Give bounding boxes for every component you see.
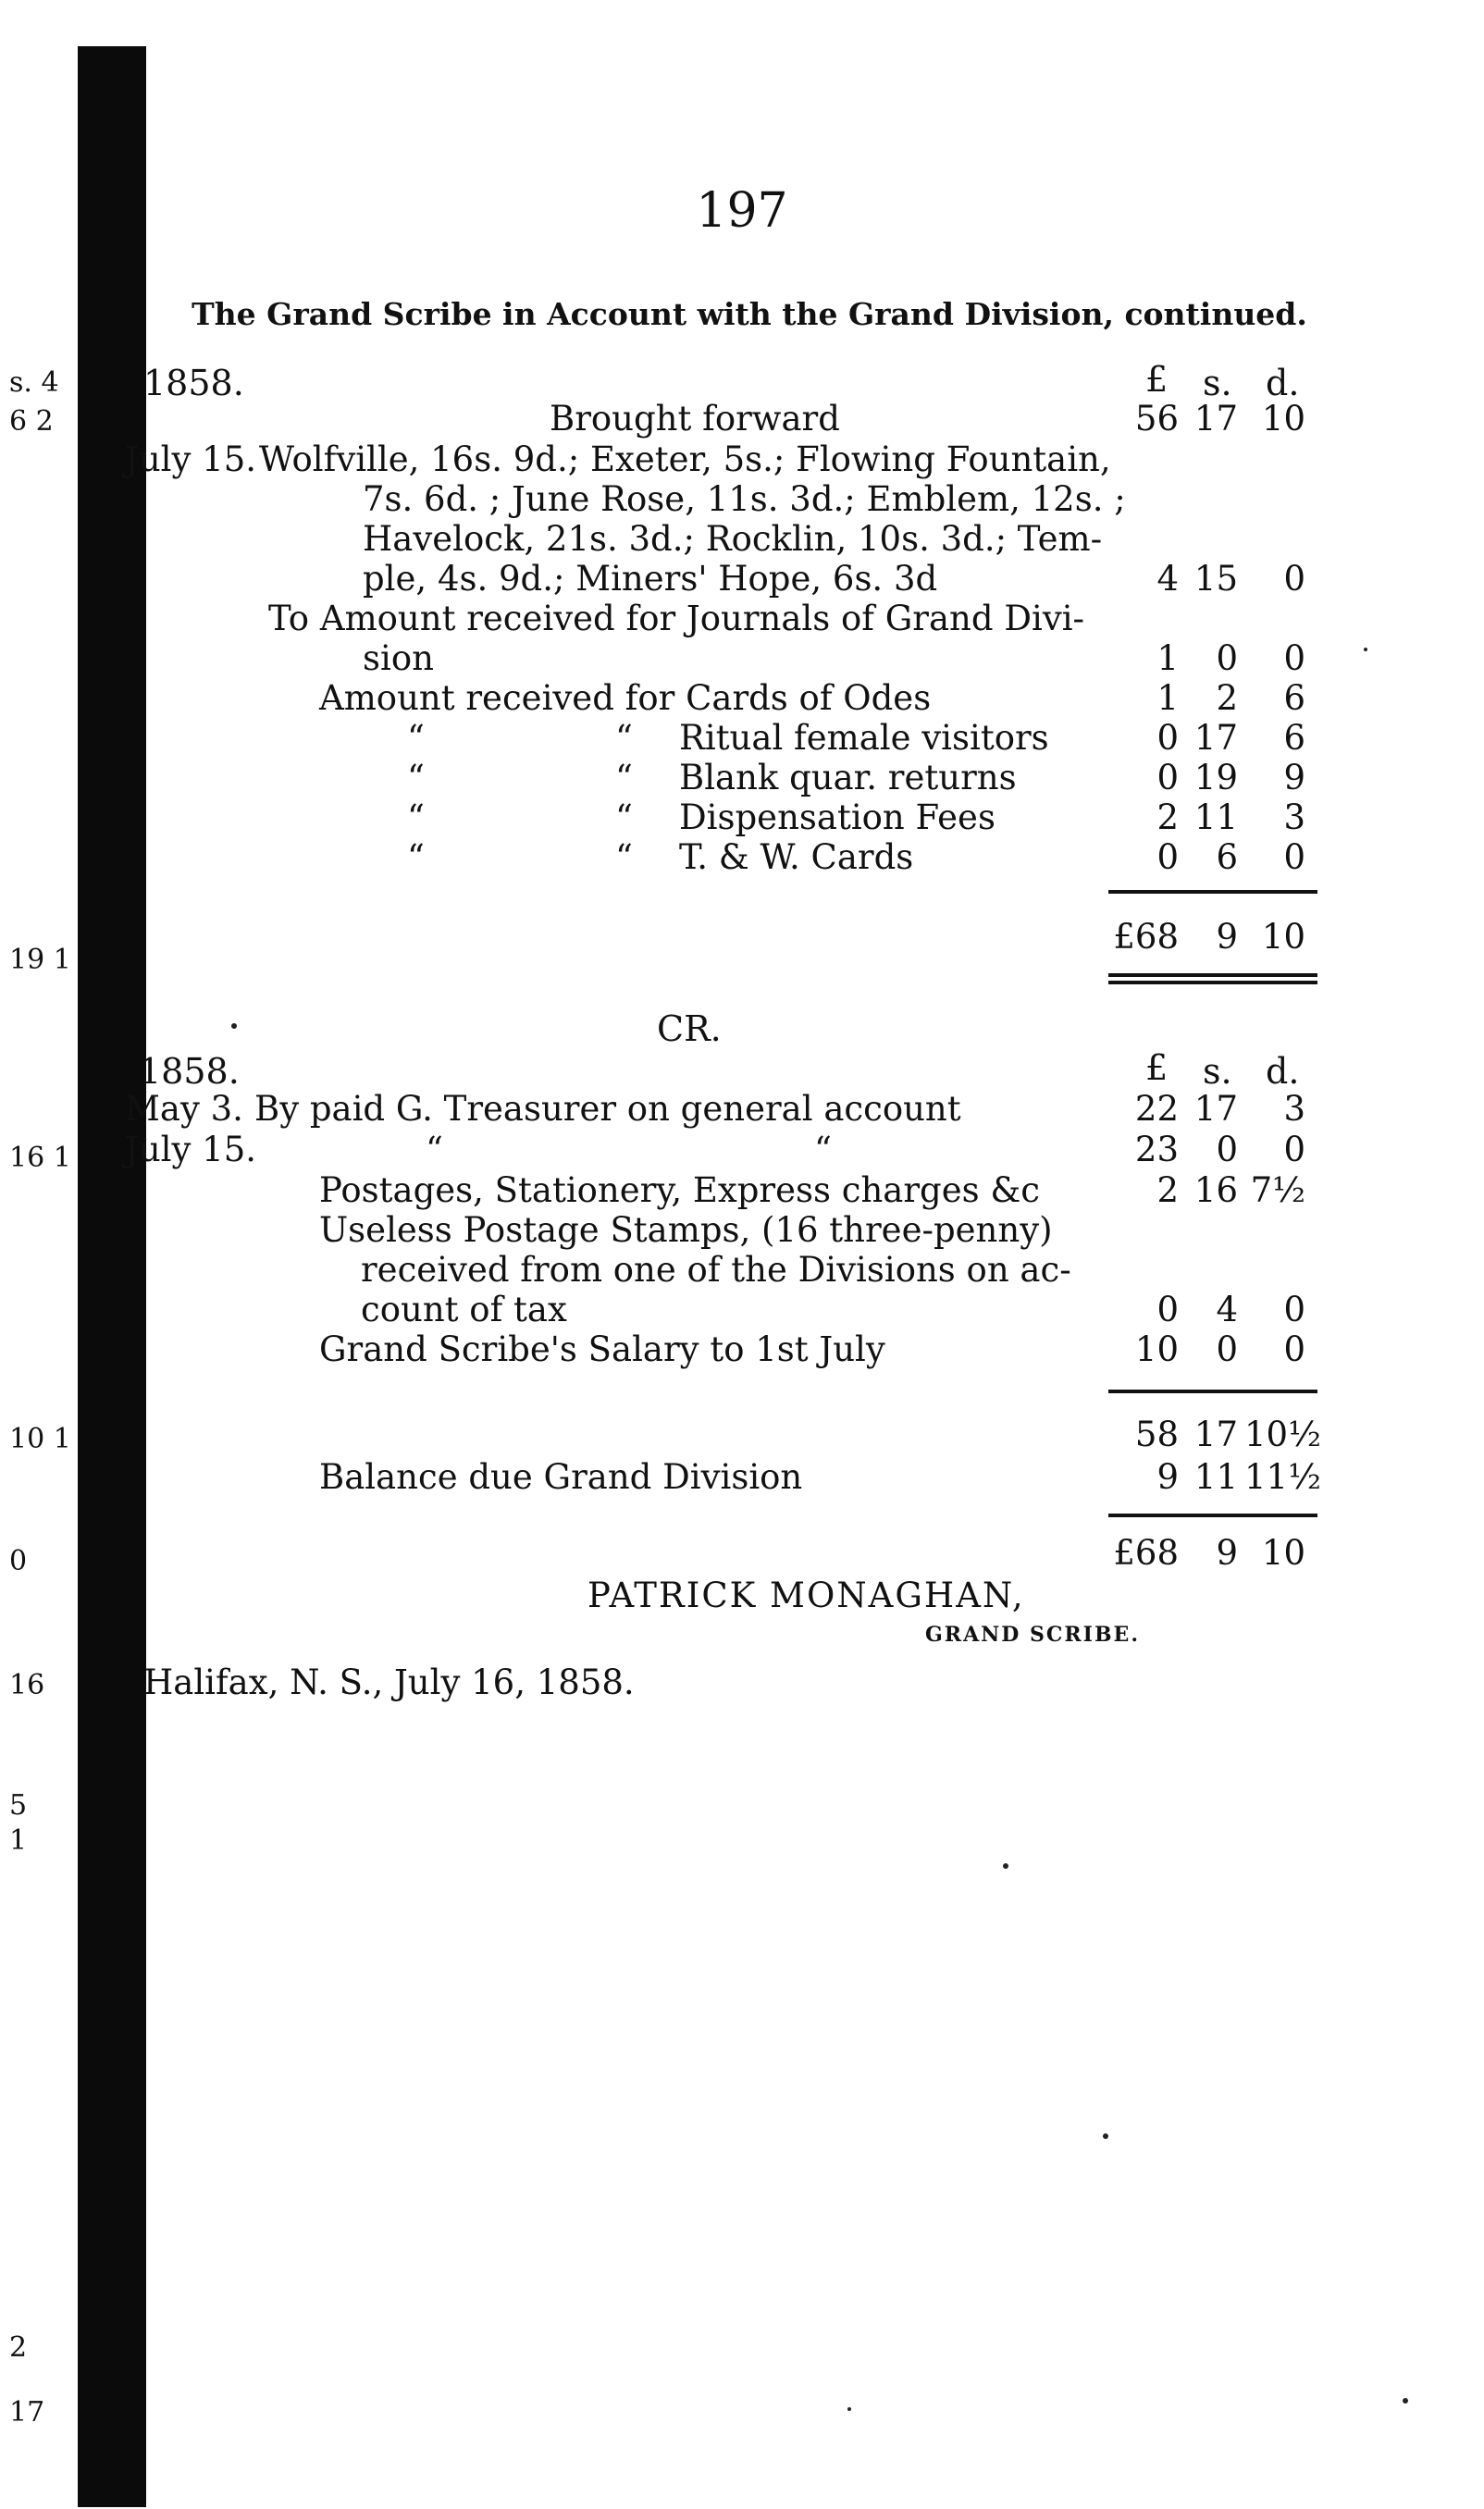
pence-column-header: d.	[1266, 363, 1300, 403]
pounds-value: 22	[1134, 1089, 1179, 1129]
subtotal-pence: 10½	[1244, 1415, 1321, 1454]
ditto-mark: “	[407, 758, 425, 797]
pence-value: 0	[1283, 1290, 1305, 1329]
pounds-value: 0	[1156, 758, 1179, 797]
year-label: 1858.	[143, 363, 244, 403]
pounds-value: 2	[1156, 797, 1179, 837]
print-speck	[1003, 1863, 1008, 1869]
binding-edge-shadow	[78, 46, 146, 2507]
total-shillings: 9	[1216, 1533, 1238, 1573]
ditto-mark: “	[615, 797, 633, 837]
pence-column-header: d.	[1266, 1051, 1300, 1092]
ledger-line: sion	[363, 638, 434, 678]
place-and-date: Halifax, N. S., July 16, 1858.	[143, 1662, 635, 1702]
balance-label: Balance due Grand Division	[319, 1457, 803, 1497]
shillings-value: 17	[1193, 399, 1238, 439]
ledger-line: By paid G. Treasurer on general account	[254, 1089, 961, 1129]
pence-value: 3	[1283, 797, 1305, 837]
ledger-line: count of tax	[361, 1290, 567, 1329]
total-pounds: £68	[1113, 917, 1179, 957]
balance-shillings: 11	[1193, 1457, 1238, 1497]
margin-fragment: 17	[9, 2396, 45, 2429]
ditto-mark: “	[407, 837, 425, 877]
shillings-value: 11	[1193, 797, 1238, 837]
pounds-value: 1	[1156, 678, 1179, 718]
ditto-mark: “	[615, 758, 633, 797]
shillings-value: 2	[1216, 678, 1238, 718]
shilling-column-header: s.	[1203, 363, 1232, 403]
pence-value: 0	[1283, 1329, 1305, 1369]
shillings-value: 6	[1216, 837, 1238, 877]
subtotal-shillings: 17	[1193, 1415, 1238, 1454]
pounds-value: 23	[1134, 1130, 1179, 1169]
print-speck	[1103, 2133, 1108, 2139]
shillings-value: 0	[1216, 1130, 1238, 1169]
ledger-line: To Amount received for Journals of Grand Divi-	[268, 599, 1085, 638]
margin-fragment: 2	[9, 2331, 28, 2364]
balance-pence: 11½	[1244, 1457, 1321, 1497]
ledger-line: Brought forward	[550, 399, 840, 439]
margin-fragment: 19 1	[9, 944, 71, 976]
credit-heading: CR.	[657, 1008, 722, 1049]
ledger-line: Dispensation Fees	[679, 797, 996, 837]
margin-fragment: 0	[9, 1545, 28, 1577]
ditto-mark: “	[814, 1130, 832, 1169]
shillings-value: 19	[1193, 758, 1238, 797]
subtotal-pounds: 58	[1134, 1415, 1179, 1454]
margin-fragment: 10 1	[9, 1423, 71, 1455]
total-pounds: £68	[1113, 1533, 1179, 1573]
margin-fragment: 6 2	[9, 405, 54, 438]
ledger-line: ple, 4s. 9d.; Miners' Hope, 6s. 3d	[363, 559, 938, 599]
pounds-value: 10	[1134, 1329, 1179, 1369]
pounds-value: 56	[1134, 399, 1179, 439]
sum-rule	[1108, 1390, 1317, 1393]
ledger-line: Blank quar. returns	[679, 758, 1017, 797]
print-speck	[847, 2407, 851, 2411]
shillings-value: 16	[1193, 1170, 1238, 1210]
print-speck	[231, 1023, 237, 1029]
pounds-value: 1	[1156, 638, 1179, 678]
total-double-rule	[1108, 973, 1317, 977]
ledger-line: Amount received for Cards of Odes	[319, 678, 932, 718]
ditto-mark: “	[407, 797, 425, 837]
pound-column-header: £	[1145, 359, 1169, 400]
margin-fragment: 5	[9, 1789, 28, 1822]
ditto-mark: “	[615, 718, 633, 758]
ledger-line: T. & W. Cards	[679, 837, 914, 877]
ledger-line: received from one of the Divisions on ac-	[361, 1250, 1071, 1290]
ledger-line: 7s. 6d. ; June Rose, 11s. 3d.; Emblem, 12s. ;	[363, 479, 1126, 519]
shillings-value: 0	[1216, 638, 1238, 678]
pounds-value: 0	[1156, 1290, 1179, 1329]
date-label: July 15.	[125, 439, 257, 479]
date-label: May 3.	[125, 1089, 243, 1129]
print-speck	[1403, 2398, 1408, 2404]
margin-fragment: 16 1	[9, 1142, 71, 1174]
signature-title: GRAND SCRIBE.	[925, 1623, 1140, 1647]
pence-value: 6	[1283, 678, 1305, 718]
signature-name: PATRICK MONAGHAN,	[587, 1576, 1025, 1615]
ledger-line: Wolfville, 16s. 9d.; Exeter, 5s.; Flowing Fountain,	[259, 439, 1111, 479]
ledger-line: Ritual female visitors	[679, 718, 1049, 758]
ledger-line: Havelock, 21s. 3d.; Rocklin, 10s. 3d.; Tem-	[363, 519, 1103, 559]
pence-value: 9	[1283, 758, 1305, 797]
pence-value: 0	[1283, 1130, 1305, 1169]
ledger-line: Useless Postage Stamps, (16 three-penny)	[319, 1210, 1053, 1250]
pence-value: 6	[1283, 718, 1305, 758]
sum-rule	[1108, 890, 1317, 894]
page-number: 197	[696, 183, 788, 239]
margin-fragment: 1	[9, 1824, 28, 1857]
ledger-line: Grand Scribe's Salary to 1st July	[319, 1329, 885, 1369]
total-shillings: 9	[1216, 917, 1238, 957]
balance-pounds: 9	[1156, 1457, 1179, 1497]
ditto-mark: “	[407, 718, 425, 758]
sum-rule	[1108, 1514, 1317, 1517]
pounds-value: 0	[1156, 718, 1179, 758]
pence-value: 0	[1283, 837, 1305, 877]
shillings-value: 17	[1193, 1089, 1238, 1129]
pence-value: 3	[1283, 1089, 1305, 1129]
pounds-value: 0	[1156, 837, 1179, 877]
margin-fragment: s. 4	[9, 366, 59, 399]
ditto-mark: “	[426, 1130, 443, 1169]
ledger-line: Postages, Stationery, Express charges &c	[319, 1170, 1041, 1210]
total-pence: 10	[1261, 917, 1305, 957]
shillings-value: 0	[1216, 1329, 1238, 1369]
print-speck	[1364, 648, 1367, 651]
pence-value: 0	[1283, 559, 1305, 599]
total-double-rule	[1108, 981, 1317, 984]
pounds-value: 2	[1156, 1170, 1179, 1210]
pounds-value: 4	[1156, 559, 1179, 599]
date-label: July 15.	[125, 1130, 257, 1169]
margin-fragment: 16	[9, 1669, 45, 1701]
pence-value: 10	[1261, 399, 1305, 439]
shillings-value: 17	[1193, 718, 1238, 758]
pence-value: 0	[1283, 638, 1305, 678]
shilling-column-header: s.	[1203, 1051, 1232, 1092]
shillings-value: 15	[1193, 559, 1238, 599]
pence-value: 7½	[1250, 1170, 1305, 1210]
year-label: 1858.	[139, 1051, 240, 1092]
page-title: The Grand Scribe in Account with the Grand Division, continued.	[192, 296, 1307, 332]
total-pence: 10	[1261, 1533, 1305, 1573]
shillings-value: 4	[1216, 1290, 1238, 1329]
ditto-mark: “	[615, 837, 633, 877]
pound-column-header: £	[1145, 1047, 1169, 1088]
